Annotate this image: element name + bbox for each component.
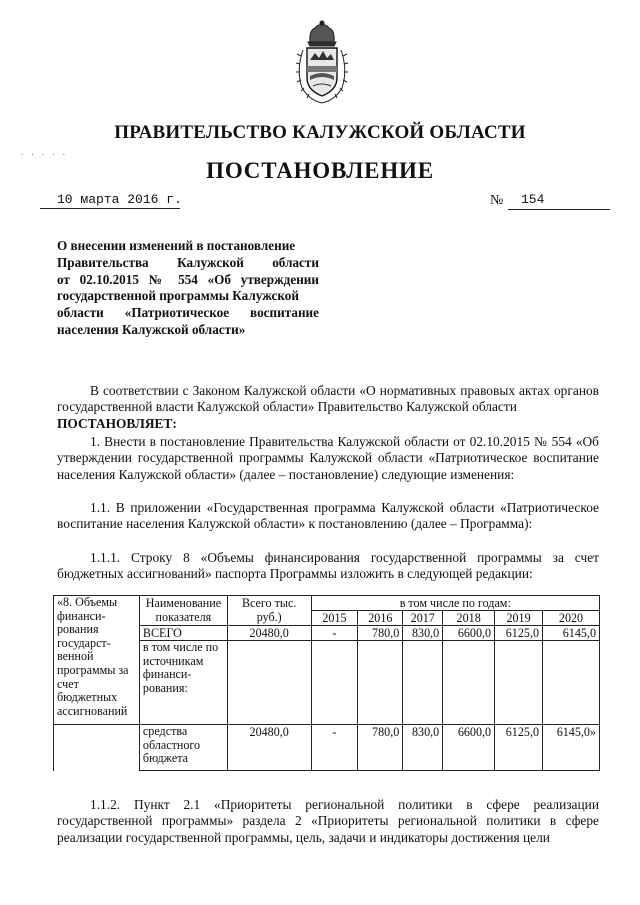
item-1-1-2-paragraph [57, 797, 599, 846]
cell-value: - [311, 626, 358, 641]
table-row [54, 725, 600, 771]
document-type: ПОСТАНОВЛЕНИЕ [206, 158, 434, 183]
item-1-1-paragraph [57, 500, 599, 533]
item-1-1-1-text: 1.1.1. Строку 8 «Объемы финансирования государственной программы за счет бюджетных ассигнований» паспорта Программы изложить в следующей редакции: [57, 550, 599, 582]
intro-text: В соответствии с Законом Калужской области «О нормативных правовых актах органов государственной власти Калужской области» Правительство Калужской области [57, 383, 599, 415]
number-label: № [490, 193, 504, 208]
cell-value [495, 641, 543, 725]
cell-value: 830,0 [403, 725, 443, 771]
cell-value: 6145,0» [543, 725, 600, 771]
row-name: средства областного бюджета [139, 725, 227, 771]
row-total: 20480,0 [227, 725, 311, 771]
year-header: 2016 [358, 611, 403, 626]
cell-value: 6600,0 [443, 725, 495, 771]
heading-line: государственной программы Калужской [57, 288, 299, 304]
item-1-1-text: 1.1. В приложении «Государственная программа Калужской области «Патриотическое воспитание населения Калужской области» к постановлению (далее – Программа): [57, 500, 599, 532]
heading-line: области «Патриотическое воспитание [57, 305, 319, 321]
number-underline [508, 209, 610, 210]
cell-value: 6125,0 [495, 626, 543, 641]
cell-value [403, 641, 443, 725]
heading-line: О внесении изменений в постановление [57, 238, 296, 253]
cell-value [443, 641, 495, 725]
item-1-text: 1. Внести в постановление Правительства Калужской области от 02.10.2015 № 554 «Об утверждении государственной программы Калужской области «Патриотическое воспитание населения Калужской области» (далее – постановление) следующие изменения: [57, 434, 599, 482]
item-1-1-1-paragraph [57, 550, 599, 583]
kaluga-coat-of-arms-icon [293, 20, 351, 106]
row-total [227, 641, 311, 725]
col-header-total: Всего тыс. руб.) [227, 596, 311, 626]
cell-value: 6125,0 [495, 725, 543, 771]
row-name: в том числе по источникам финанси-рования: [139, 641, 227, 725]
decree-word: ПОСТАНОВЛЯЕТ: [57, 415, 177, 431]
financing-table [53, 595, 600, 771]
cell-value: - [311, 725, 358, 771]
document-number: 154 [521, 192, 545, 207]
intro-paragraph [57, 383, 599, 432]
col-header-years: в том числе по годам: [311, 596, 599, 611]
cell-value: 6600,0 [443, 626, 495, 641]
col-header-name: Наименование показателя [139, 596, 227, 626]
margin-marks: . . . . . [20, 149, 67, 157]
cell-value [311, 641, 358, 725]
item-1-paragraph [57, 434, 599, 483]
heading-line: населения Калужской области» [57, 321, 246, 337]
row-total: 20480,0 [227, 626, 311, 641]
year-header: 2019 [495, 611, 543, 626]
document-heading [57, 238, 319, 339]
cell-value: 830,0 [403, 626, 443, 641]
year-header: 2018 [443, 611, 495, 626]
cell-value: 6145,0 [543, 626, 600, 641]
row-label-spacer [54, 725, 140, 771]
table-row-label: «8. Объемы финанси-рования государст-венной программы за счет бюджетных ассигнований [54, 596, 140, 725]
document-date: 10 марта 2016 г. [57, 192, 182, 207]
row-name: ВСЕГО [139, 626, 227, 641]
cell-value [358, 641, 403, 725]
heading-line: от 02.10.2015 № 554 «Об утверждении [57, 271, 319, 287]
date-underline [40, 208, 180, 209]
government-title: ПРАВИТЕЛЬСТВО КАЛУЖСКОЙ ОБЛАСТИ [114, 122, 526, 143]
year-header: 2015 [311, 611, 358, 626]
year-header: 2020 [543, 611, 600, 626]
heading-line: Правительства Калужской области [57, 254, 319, 270]
year-header: 2017 [403, 611, 443, 626]
cell-value: 780,0 [358, 626, 403, 641]
cell-value [543, 641, 600, 725]
item-1-1-2-text: 1.1.2. Пункт 2.1 «Приоритеты региональной политики в сфере реализации государственной программы» раздела 2 «Приоритеты региональной политики в сфере реализации государственной программы, цель, задачи и индикаторы достижения цели [57, 797, 599, 845]
cell-value: 780,0 [358, 725, 403, 771]
